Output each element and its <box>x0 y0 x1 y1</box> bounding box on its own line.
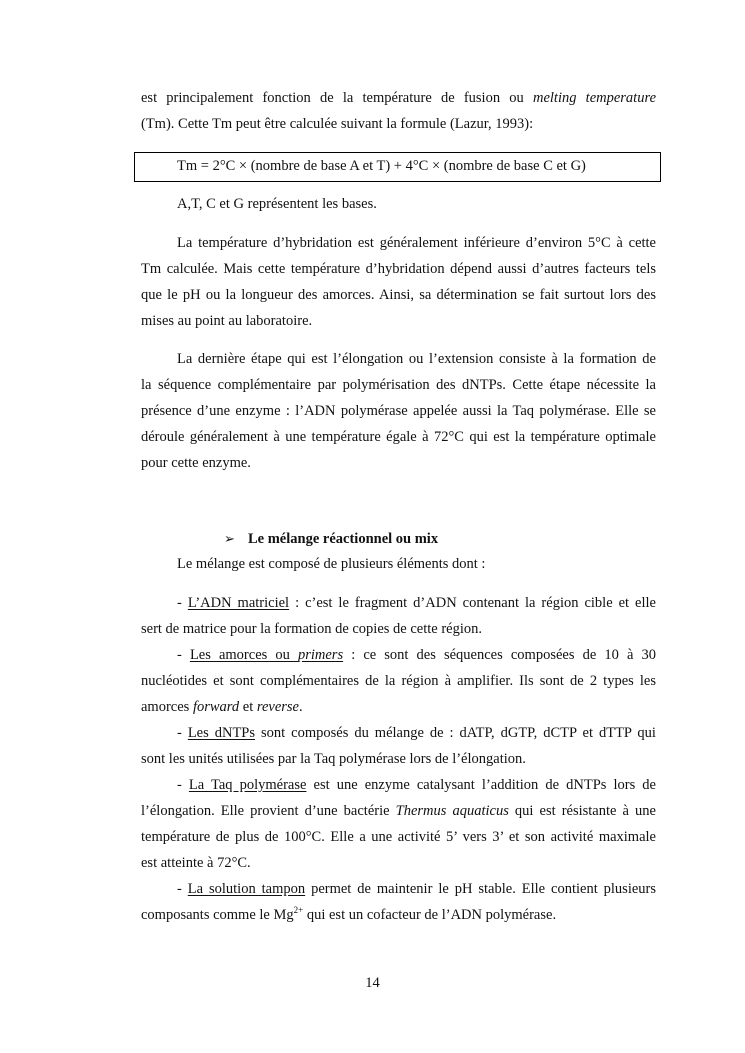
item-amorces-line-3 <box>141 697 656 717</box>
item-taq-line-4: est atteinte à 72°C. <box>141 855 251 871</box>
item-term: L’ADN matriciel <box>187 595 290 611</box>
arrow-bullet-icon: ➢ <box>224 532 235 547</box>
section-heading-text: Le mélange réactionnel ou mix <box>248 531 439 547</box>
bases-note: A,T, C et G représentent les bases. <box>177 196 377 212</box>
dash: - <box>177 881 188 897</box>
paragraph-hybridation-line-2: Tm calculée. Mais cette température d’hybridation dépend aussi d’autres facteurs tels <box>141 261 656 277</box>
paragraph-elongation-line-4: déroule généralement à une température égale à 72°C qui est la température optimale <box>141 429 656 445</box>
paragraph-elongation-line-2: la séquence complémentaire par polymérisation des dNTPs. Cette étape nécessite la <box>141 377 656 393</box>
text: est une enzyme catalysant l’addition de dNTPs lors de <box>306 777 656 793</box>
item-taq-line-2 <box>141 801 656 821</box>
paragraph-tm-line-2: (Tm). Cette Tm peut être calculée suivant la formule (Lazur, 1993): <box>141 116 534 132</box>
item-term: Les dNTPs <box>187 725 256 741</box>
text: sont composés du mélange de : dATP, dGTP, dCTP et dTTP qui <box>255 725 656 741</box>
dash: - <box>177 777 189 793</box>
formula-box <box>134 152 661 182</box>
dash: - <box>177 595 188 611</box>
text: permet de maintenir le pH stable. Elle contient plusieurs <box>305 881 657 897</box>
emphasis-text: Thermus aquaticus <box>395 803 509 819</box>
item-dntps-line-1 <box>177 723 656 743</box>
emphasis-text: forward <box>192 699 240 715</box>
item-term: La Taq polymérase <box>188 777 307 793</box>
paragraph-hybridation-line-4: mises au point au laboratoire. <box>141 313 313 329</box>
item-adn-line-2: sert de matrice pour la formation de copies de cette région. <box>141 621 483 637</box>
text: qui est un cofacteur de l’ADN polymérase. <box>303 907 557 923</box>
paragraph-hybridation-line-1: La température d’hybridation est généralement inférieure d’environ 5°C à cette <box>177 235 656 251</box>
item-tampon-line-2 <box>141 905 656 925</box>
text: est principalement fonction de la température de fusion ou <box>141 90 533 106</box>
paragraph-elongation-line-1: La dernière étape qui est l’élongation ou l’extension consiste à la formation de <box>177 351 656 367</box>
text: Les amorces ou <box>189 647 298 663</box>
item-taq-line-1 <box>177 775 656 795</box>
text: composants comme le Mg <box>141 907 294 923</box>
section-heading <box>224 529 438 550</box>
text: : ce sont des séquences composées de 10 à 30 <box>343 647 656 663</box>
formula-text: Tm = 2°C × (nombre de base A et T) + 4°C × (nombre de base C et G) <box>177 158 586 174</box>
dash: - <box>177 725 188 741</box>
paragraph-hybridation-line-3: que le pH ou la longueur des amorces. Ainsi, sa détermination se fait surtout lors des <box>141 287 656 303</box>
item-dntps-line-2: sont les unités utilisées par la Taq polymérase lors de l’élongation. <box>141 751 526 767</box>
dash: - <box>177 647 190 663</box>
item-term <box>190 647 343 663</box>
item-taq-line-3: température de plus de 100°C. Elle a une activité 5’ vers 3’ et son activité maximale <box>141 829 656 845</box>
section-intro: Le mélange est composé de plusieurs éléments dont : <box>177 556 486 572</box>
paragraph-elongation-line-3: présence d’une enzyme : l’ADN polymérase appelée aussi la Taq polymérase. Elle se <box>141 403 656 419</box>
text: et <box>239 699 257 715</box>
paragraph-tm-line-1 <box>141 88 656 108</box>
emphasis-text: reverse <box>256 699 299 715</box>
item-adn-line-1 <box>177 593 656 613</box>
text: qui est résistante à une <box>508 803 656 819</box>
text: . <box>299 699 303 715</box>
item-term: La solution tampon <box>187 881 306 897</box>
item-tampon-line-1 <box>177 879 656 899</box>
emphasis-text: primers <box>297 647 344 663</box>
emphasis-text: melting temperature <box>532 90 657 106</box>
superscript: 2+ <box>293 905 304 915</box>
item-amorces-line-1 <box>177 645 656 665</box>
text: : c’est le fragment d’ADN contenant la région cible et elle <box>289 595 656 611</box>
text: l’élongation. Elle provient d’une bactérie <box>141 803 396 819</box>
page-number: 14 <box>365 975 380 991</box>
item-amorces-line-2: nucléotides et sont complémentaires de la région à amplifier. Ils sont de 2 types les <box>141 673 656 689</box>
paragraph-elongation-line-5: pour cette enzyme. <box>141 455 251 471</box>
text: amorces <box>141 699 193 715</box>
